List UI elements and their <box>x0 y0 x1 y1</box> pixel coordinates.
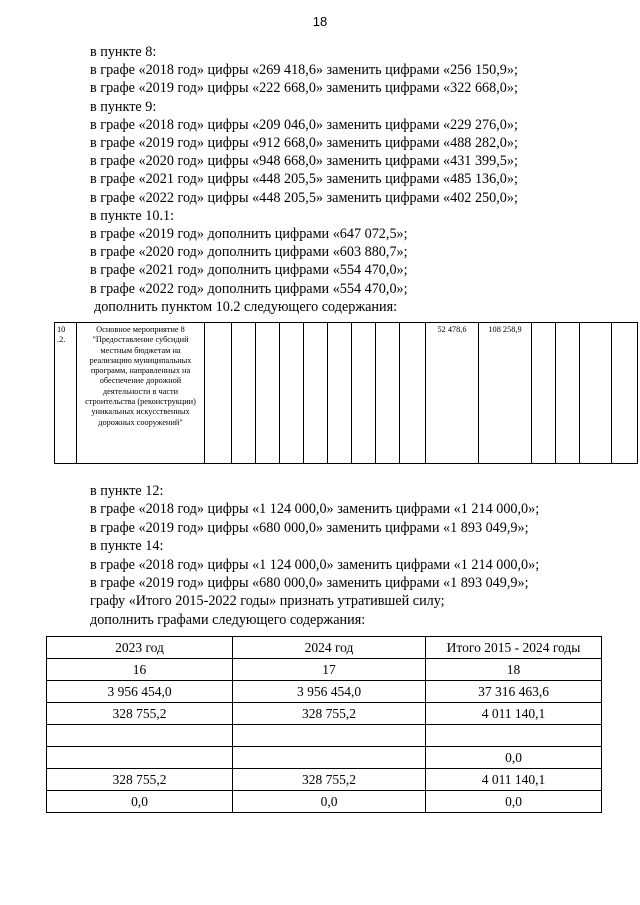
table-cell <box>580 323 612 464</box>
table-cell: 3 956 454,0 <box>47 681 233 703</box>
text-line: в графе «2022 год» цифры «448 205,5» заменить цифрами «402 250,0»; <box>90 189 518 206</box>
table-cell <box>256 323 280 464</box>
table-cell: 328 755,2 <box>47 769 233 791</box>
text-line: дополнить пунктом 10.2 следующего содержания: <box>94 298 398 315</box>
table-cell <box>376 323 400 464</box>
item-number: 10 .2. <box>55 323 77 464</box>
text-line: в пункте 8: <box>90 44 157 60</box>
item-description: Основное мероприятие 8 "Предоставление субсидий местным бюджетам на реализацию муниципальных программ, направленных на обеспечение дорожной деятельности в части строительства (реконструкции) уникальных искусственных дорожных сооружений" <box>77 323 205 464</box>
text-line: в пункте 12: <box>90 483 164 499</box>
text-line: в графе «2019 год» дополнить цифрами «647 072,5»; <box>90 226 408 243</box>
table-cell: 0,0 <box>426 747 602 769</box>
text-line: в графе «2021 год» цифры «448 205,5» заменить цифрами «485 136,0»; <box>90 171 518 188</box>
table-cell: 3 956 454,0 <box>233 681 426 703</box>
table-cell: 4 011 140,1 <box>426 703 602 725</box>
table-cell <box>426 725 602 747</box>
page-number: 18 <box>312 14 328 29</box>
table-cell <box>304 323 328 464</box>
table-cell: 328 755,2 <box>233 703 426 725</box>
table-row <box>47 681 602 703</box>
table-cell: 17 <box>233 659 426 681</box>
table-cell: 37 316 463,6 <box>426 681 602 703</box>
table-cell <box>532 323 556 464</box>
text-line: в графе «2019 год» цифры «680 000,0» заменить цифрами «1 893 049,9»; <box>90 519 529 536</box>
table-cell <box>205 323 232 464</box>
amendments-block-1 <box>90 43 610 316</box>
table-row <box>47 769 602 791</box>
table-cell: 4 011 140,1 <box>426 769 602 791</box>
column-header: Итого 2015 - 2024 годы <box>426 637 602 659</box>
table-cell <box>556 323 580 464</box>
table-cell-value: 52 478,6 <box>426 323 479 464</box>
table-cell-value: 108 258,9 <box>479 323 532 464</box>
text-line: в графе «2018 год» цифры «269 418,6» заменить цифрами «256 150,9»; <box>90 62 518 79</box>
table-cell <box>400 323 426 464</box>
table-cell <box>352 323 376 464</box>
table-cell: 0,0 <box>233 791 426 813</box>
text-line: в графе «2018 год» цифры «209 046,0» заменить цифрами «229 276,0»; <box>90 116 518 133</box>
text-line: в графе «2021 год» дополнить цифрами «554 470,0»; <box>90 262 408 279</box>
text-line: дополнить графами следующего содержания: <box>90 611 366 628</box>
column-header: 2024 год <box>233 637 426 659</box>
table-row <box>47 747 602 769</box>
text-line: в пункте 9: <box>90 98 157 115</box>
table-row <box>47 659 602 681</box>
table-cell: 328 755,2 <box>47 703 233 725</box>
table-cell <box>328 323 352 464</box>
column-header: 2023 год <box>47 637 233 659</box>
table-row <box>47 791 602 813</box>
text-line: в графе «2022 год» дополнить цифрами «554 470,0»; <box>90 280 408 297</box>
table-cell <box>233 725 426 747</box>
table-cell: 328 755,2 <box>233 769 426 791</box>
inserted-item-table <box>54 322 638 464</box>
table-cell <box>232 323 256 464</box>
text-line: в графе «2019 год» цифры «222 668,0» заменить цифрами «322 668,0»; <box>90 80 518 97</box>
table-cell: 0,0 <box>426 791 602 813</box>
text-line: в графе «2019 год» цифры «912 668,0» заменить цифрами «488 282,0»; <box>90 135 518 152</box>
text-line: в пункте 14: <box>90 538 164 555</box>
amendments-block-2 <box>90 482 610 629</box>
text-line: в графе «2020 год» цифры «948 668,0» заменить цифрами «431 399,5»; <box>90 153 518 170</box>
text-line: в пункте 10.1: <box>90 207 175 224</box>
text-line: в графе «2019 год» цифры «680 000,0» заменить цифрами «1 893 049,9»; <box>90 575 529 592</box>
table-row <box>47 703 602 725</box>
table-cell <box>280 323 304 464</box>
text-line: в графе «2018 год» цифры «1 124 000,0» заменить цифрами «1 214 000,0»; <box>90 501 540 518</box>
table-cell: 18 <box>426 659 602 681</box>
table-cell: 0,0 <box>47 791 233 813</box>
new-columns-table <box>46 636 602 813</box>
table-cell <box>233 747 426 769</box>
table-cell <box>47 725 233 747</box>
table-row <box>47 725 602 747</box>
text-line: в графе «2020 год» дополнить цифрами «603 880,7»; <box>90 244 408 261</box>
table-cell <box>47 747 233 769</box>
table-cell <box>612 323 638 464</box>
text-line: графу «Итого 2015-2022 годы» признать утратившей силу; <box>90 593 445 610</box>
table-cell: 16 <box>47 659 233 681</box>
text-line: в графе «2018 год» цифры «1 124 000,0» заменить цифрами «1 214 000,0»; <box>90 556 540 573</box>
